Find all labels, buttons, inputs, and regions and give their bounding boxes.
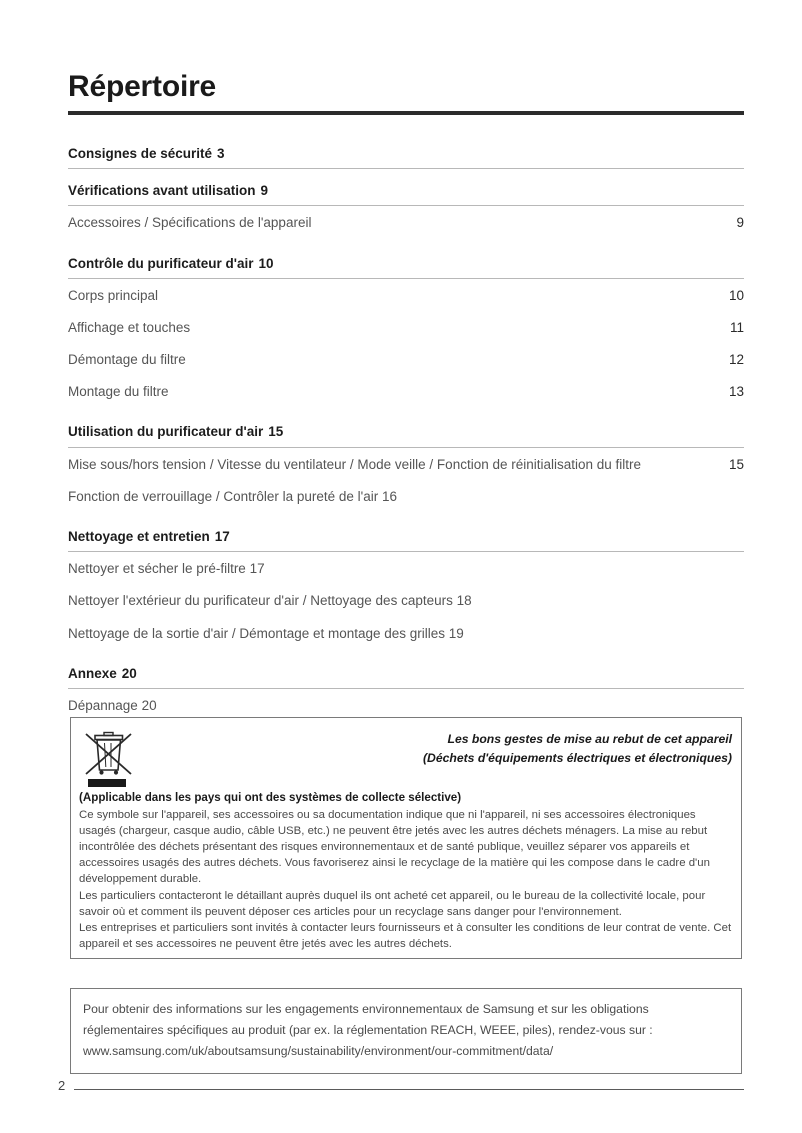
page-title: Répertoire	[68, 70, 217, 103]
toc-section-heading[interactable]	[68, 249, 744, 279]
toc-entry-row[interactable]	[68, 375, 744, 407]
crossed-out-wheelie-bin-icon	[84, 726, 136, 793]
weee-paragraph-2: Les particuliers contacteront le détaillant auprès duquel ils ont acheté cet appareil, ou le bureau de la collectivité locale, pour savoir où et comment ils peuvent déposer ces articles pour un recyclage sans danger pour l'environnement.	[79, 889, 706, 918]
toc-group-spacer	[68, 512, 744, 522]
toc-entry-label: Fonction de verrouillage / Contrôler la pureté de l'air 16	[68, 488, 398, 504]
toc-entry-row[interactable]	[68, 617, 744, 649]
toc-section-heading-label: Nettoyage et entretien	[68, 528, 210, 544]
toc-entry-label: Nettoyage de la sortie d'air / Démontage et montage des grilles 19	[68, 625, 464, 641]
toc-entry-row[interactable]	[68, 552, 744, 584]
toc-section-heading[interactable]	[68, 659, 744, 689]
footer-rule	[74, 1089, 744, 1090]
toc-entry-page-number: 15	[728, 456, 744, 472]
toc-entry-row[interactable]	[68, 448, 744, 480]
toc-section-heading-label: Contrôle du purificateur d'air	[68, 255, 254, 271]
toc-entry-page-number: 10	[728, 287, 744, 303]
title-block	[68, 72, 744, 115]
toc-section-heading-label: Utilisation du purificateur d'air	[68, 424, 264, 440]
weee-notice-box	[70, 717, 742, 959]
toc-section-heading-label: Annexe	[68, 665, 117, 681]
toc-section-heading-page: 15	[268, 424, 284, 440]
toc-section-heading-page: 20	[121, 665, 137, 681]
toc-section-heading-page: 17	[214, 528, 230, 544]
weee-headings	[78, 724, 734, 768]
toc-entry-page-number: 13	[728, 384, 744, 400]
toc-group-spacer	[68, 239, 744, 249]
toc-entry-row[interactable]	[68, 480, 744, 512]
toc-entry-row[interactable]	[68, 311, 744, 343]
toc-entry-row[interactable]	[68, 343, 744, 375]
toc-entry-page-number: 12	[728, 352, 744, 368]
environmental-commitment-box	[70, 988, 742, 1074]
weee-paragraph-1: Ce symbole sur l'appareil, ses accessoires ou sa documentation indique que ni l'appareil, ni ses accessoires électroniques usagés (chargeur, casque audio, câble USB, etc.) ne peuvent être jetés avec les autres déchets ménagers. La mise au rebut incontrôlée des déchets présentant des risques environnementaux et de santé publique, veuillez séparer vos appareils et accessoires usagés des autres déchets. Vous favoriserez ainsi le recyclage de la matière qui les compose dans le cadre d'un développement durable.	[79, 808, 710, 886]
commitment-text: Pour obtenir des informations sur les engagements environnementaux de Samsung et sur les obligations réglementaires spécifiques au produit (par ex. la réglementation REACH, WEEE, piles), rendez-vous sur : www.samsung.com/uk/aboutsamsung/sustainability/environment/our-commitment/data/	[83, 1002, 653, 1058]
toc-entry-label: Mise sous/hors tension / Vitesse du ventilateur / Mode veille / Fonction de réinitialisation du filtre	[68, 456, 642, 472]
toc-section-heading[interactable]	[68, 417, 744, 447]
table-of-contents	[68, 139, 744, 721]
toc-group-spacer	[68, 169, 744, 176]
footer-page-number: 2	[58, 1078, 66, 1093]
toc-entry-page-number: 9	[736, 215, 744, 231]
toc-entry-page-number: 11	[729, 319, 744, 335]
toc-entry-row[interactable]	[68, 279, 744, 311]
toc-entry-label: Dépannage 20	[68, 697, 157, 713]
weee-heading-line-2: (Déchets d'équipements électriques et électroniques)	[422, 750, 732, 765]
toc-entry-label: Démontage du filtre	[68, 352, 186, 368]
weee-subheading: (Applicable dans les pays qui ont des systèmes de collecte sélective)	[79, 791, 462, 804]
toc-entry-row[interactable]	[68, 206, 744, 238]
toc-section-heading-page: 10	[258, 255, 274, 271]
weee-paragraph-3: Les entreprises et particuliers sont invités à contacter leurs fournisseurs et à consulter les conditions de leur contrat de vente. Cet appareil et ses accessoires ne peuvent être jetés avec les autres déchets.	[79, 921, 732, 951]
toc-entry-row[interactable]	[68, 584, 744, 616]
page-footer	[58, 1079, 744, 1092]
toc-group-spacer	[68, 649, 744, 659]
toc-section-heading[interactable]	[68, 139, 744, 169]
toc-section-heading-label: Consignes de sécurité	[68, 146, 213, 161]
toc-section-heading[interactable]	[68, 522, 744, 552]
toc-entry-label: Nettoyer l'extérieur du purificateur d'air / Nettoyage des capteurs 18	[68, 593, 472, 609]
weee-heading-line-1: Les bons gestes de mise au rebut de cet appareil	[447, 732, 732, 746]
toc-entry-label: Corps principal	[68, 287, 159, 303]
title-underline-rule	[68, 111, 744, 115]
toc-section-heading-page: 9	[260, 183, 269, 199]
toc-section-heading-label: Vérifications avant utilisation	[68, 183, 256, 199]
toc-entry-label: Nettoyer et sécher le pré-filtre 17	[68, 561, 265, 577]
weee-header-row	[78, 724, 734, 790]
toc-section-heading[interactable]	[68, 176, 744, 206]
toc-section-heading-page: 3	[217, 146, 225, 161]
toc-group-spacer	[68, 407, 744, 417]
toc-entry-label: Accessoires / Spécifications de l'appareil	[68, 215, 312, 231]
toc-entry-label: Montage du filtre	[68, 384, 169, 400]
toc-entry-label: Affichage et touches	[68, 319, 191, 335]
